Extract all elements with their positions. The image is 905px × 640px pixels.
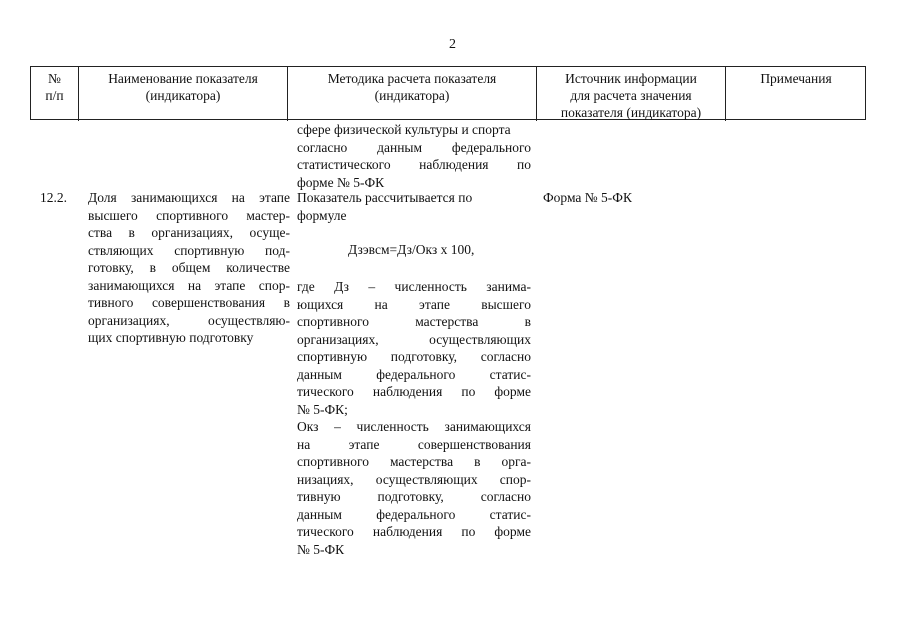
header-source-line: Источник информации [565,71,697,86]
header-source-line: для расчета значения [570,88,692,103]
indicator-name-line: тивного совершенствования в [88,295,290,310]
indicator-name-line: ствляющих спортивную под- [88,242,290,258]
header-name-line: Наименование показателя [108,71,258,86]
method-def-line: ющихся на этапе высшего [297,296,531,312]
indicator-name-line: высшего спортивного мастер- [88,207,290,223]
indicator-name-line: организациях, осуществляю- [88,312,290,328]
method-def-line: низациях, осуществляющих спор- [297,471,531,487]
method-def-line: спортивного мастерства в орга- [297,454,531,469]
indicator-name-line: ства в организациях, осуще- [88,225,290,240]
method-intro-line: формуле [297,207,347,223]
continuation-line: сфере физической культуры и спорта [297,122,511,137]
method-def-line: спортивного мастерства в [297,314,531,329]
header-source [537,67,725,124]
indicator-name-line: готовку, в общем количестве [88,260,290,275]
row-number: 12.2. [40,190,67,205]
page-number: 2 [449,37,456,52]
method-def-line: данным федерального статис- [297,366,531,382]
method-def-line: № 5-ФК [297,541,345,557]
indicator-name-line: Доля занимающихся на этапе [88,190,290,205]
method-def-line: спортивную подготовку, согласно [297,349,531,364]
method-def-line: тического наблюдения по форме [297,384,531,399]
method-intro [297,189,531,224]
method-def-line: Окз – численность занимающихся [297,419,531,434]
method-def-line: тического наблюдения по форме [297,524,531,539]
indicator-name-line: щих спортивную подготовку [88,330,254,345]
method-def-line: данным федерального статис- [297,506,531,522]
table-header [30,66,866,120]
formula: Дзэвсм=Дз/Окз х 100, [348,242,475,257]
method-def-line: № 5-ФК; [297,401,348,417]
header-source-line: показателя (индикатора) [560,105,702,120]
header-num-line: № [48,71,61,86]
method-def-line: на этапе совершенствования [297,436,531,452]
method-def-line: где Дз – численность занима- [297,279,531,294]
info-source: Форма № 5-ФК [543,190,632,205]
header-name [79,67,287,124]
header-notes [726,67,866,124]
header-method-line: Методика расчета показателя [327,71,497,86]
continuation-text [297,121,531,191]
indicator-name [88,189,290,347]
header-method-line: (индикатора) [374,88,450,103]
indicator-name-line: занимающихся на этапе спор- [88,277,290,293]
method-intro-line: Показатель рассчитывается по [297,190,473,205]
continuation-line: статистического наблюдения по [297,157,531,172]
method-def-line: организациях, осуществляющих [297,331,531,347]
continuation-line: форме № 5-ФК [297,174,385,190]
header-num [31,67,78,124]
header-notes-line: Примечания [760,71,832,86]
method-definitions [297,278,531,558]
continuation-line: согласно данным федерального [297,139,531,155]
header-method [288,67,536,124]
method-def-line: тивную подготовку, согласно [297,489,531,504]
header-num-line: п/п [45,88,64,103]
header-name-line: (индикатора) [145,88,221,103]
